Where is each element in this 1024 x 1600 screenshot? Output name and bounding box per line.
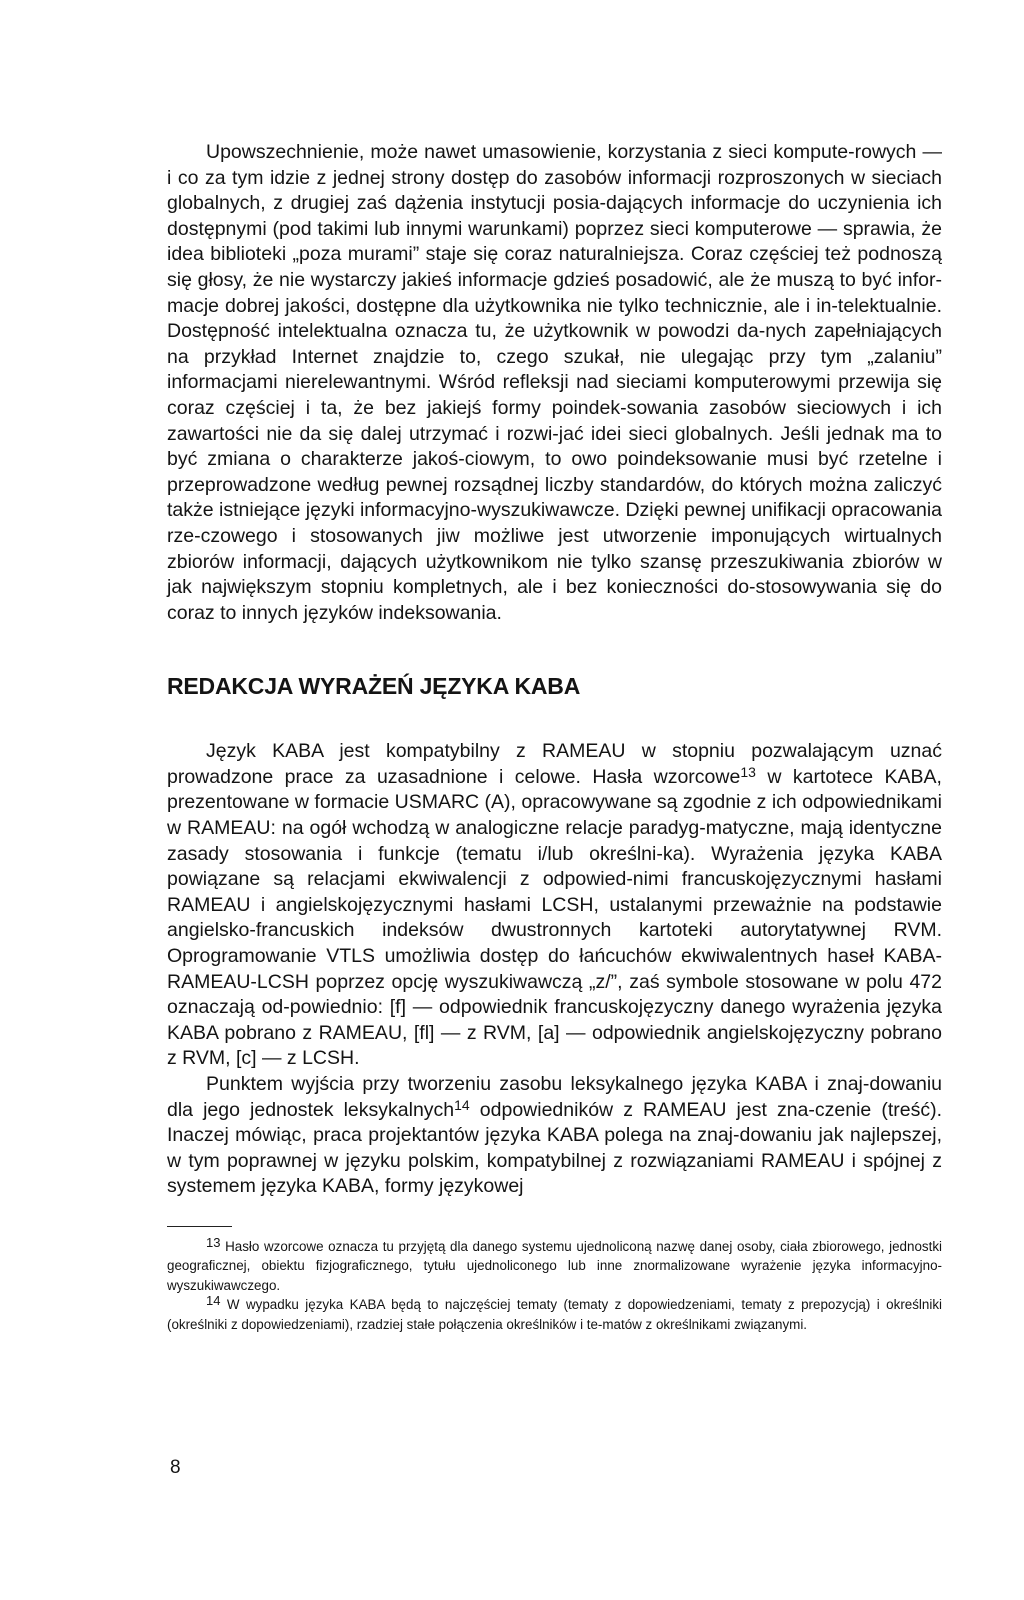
paragraph-2-text-b: w kartotece KABA, prezentowane w formacie USMARC (A), opracowywane są zgodnie z ich odpowiednikami w RAMEAU: na ogół wchodzą w analogiczne relacje paradyg-matyczne, mają identyczne zasady stosowania i funkcje (tematu i/lub określni-ka). Wyrażenia języka KABA powiązane są relacjami ekwiwalencji z odpowied-nimi francuskojęzycznymi hasłami RAMEAU i angielskojęzycznymi hasłami LCSH, ustalanymi przeważnie na podstawie angielsko-francuskich indeksów dwustronnych kartoteki autorytatywnej RVM. Oprogramowanie VTLS umożliwia dostęp do łańcuchów ekwiwalentnych haseł KABA-RAMEAU-LCSH poprzez opcję wyszukiwawczą „z/”, zaś symbole stosowane w polu 472 oznaczają od-powiednio: [f] — odpowiednik francuskojęzyczny danego wyrażenia języka KABA pobrano z RAMEAU, [fl] — z RVM, [a] — odpowiednik angielskojęzyczny pobrano z RVM, [c] — z LCSH. <box>167 765 942 1070</box>
footnote-13 <box>167 1234 942 1295</box>
paragraph-3-text-b: odpowiedników z RAMEAU jest zna-czenie (treść). Inaczej mówiąc, praca projektantów języka KABA polega na znaj-dowaniu jak najlepszej, w tym poprawnej w języku polskim, kompatybilnej z rozwiązaniami RAMEAU i spójnej z systemem języka KABA, formy językowej <box>167 1098 942 1198</box>
body-paragraph-3 <box>167 1072 942 1200</box>
footnote-14 <box>167 1295 942 1334</box>
footnote-text: W wypadku języka KABA będą to najczęściej tematy (tematy z dopowiedzeniami, tematy z prepozycją) i określniki (określniki z dopowiedzeniami), rzadziej stałe połączenia określników i te-matów z określnikami związanymi. <box>167 1297 942 1332</box>
document-page <box>167 140 942 1334</box>
footnote-number: 14 <box>206 1293 221 1309</box>
footnotes-section <box>167 1226 942 1334</box>
body-paragraph-2 <box>167 739 942 1072</box>
footnote-ref-13: 13 <box>740 763 756 780</box>
page-number: 8 <box>170 1457 181 1478</box>
footnote-ref-14: 14 <box>454 1096 470 1113</box>
section-heading: REDAKCJA WYRAŻEŃ JĘZYKA KABA <box>167 673 581 700</box>
footnote-number: 13 <box>206 1234 221 1250</box>
footnote-separator <box>167 1226 232 1227</box>
paragraph-2-text-a: Język KABA jest kompatybilny z RAMEAU w stopniu pozwalającym uznać prowadzone prace za uzasadnione i celowe. Hasła wzorcowe <box>167 740 942 788</box>
body-paragraph-1: Upowszechnienie, może nawet umasowienie, korzystania z sieci kompute-rowych — i co za tym idzie z jednej strony dostęp do zasobów informacji rozproszonych w sieciach globalnych, z drugiej zaś dążenia instytucji posia-dających informacje do uczynienia ich dostępnymi (pod takimi lub innymi warunkami) poprzez sieci komputerowe — sprawia, że idea biblioteki „poza murami” staje się coraz naturalniejsza. Coraz częściej też podnoszą się głosy, że nie wystarczy jakieś informacje gdzieś posadowić, ale że muszą to być infor-macje dobrej jakości, dostępne dla użytkownika nie tylko technicznie, ale i in-telektualnie. Dostępność intelektualna oznacza tu, że użytkownik w powodzi da-nych zapełniających na przykład Internet znajdzie to, czego szukał, nie ulegając przy tym „zalaniu” informacjami nierelewantnymi. Wśród refleksji nad sieciami komputerowymi przewija się coraz częściej i ta, że bez jakiejś formy poindek-sowania zasobów sieciowych i ich zawartości nie da się dalej utrzymać i rozwi-jać idei sieci globalnych. Jeśli jednak ma to być zmiana o charakterze jakoś-ciowym, to owo poindeksowanie musi być rzetelne i przeprowadzone według pewnej rozsądnej liczby standardów, do których można zaliczyć także istniejące języki informacyjno-wyszukiwawcze. Dzięki pewnej unifikacji opracowania rze-czowego i stosowanych jiw możliwe jest utworzenie imponujących wirtualnych zbiorów informacji, dających użytkownikom nie tylko szansę przeszukiwania zbiorów w jak największym stopniu kompletnych, ale i bez konieczności do-stosowywania się do coraz to innych języków indeksowania. <box>167 141 942 624</box>
footnote-text: Hasło wzorcowe oznacza tu przyjętą dla danego systemu ujednoliconą nazwę danej osoby, ciała zbiorowego, jednostki geograficznej, obiektu fizjograficznego, tytułu ujednoliconego lub inne znormalizowane wyrażenie języka informacyjno-wyszukiwawczego. <box>167 1238 942 1293</box>
paragraph-3-text-a: Punktem wyjścia przy tworzeniu zasobu leksykalnego języka KABA i znaj-dowaniu dla jego jednostek leksykalnych <box>167 1073 942 1121</box>
